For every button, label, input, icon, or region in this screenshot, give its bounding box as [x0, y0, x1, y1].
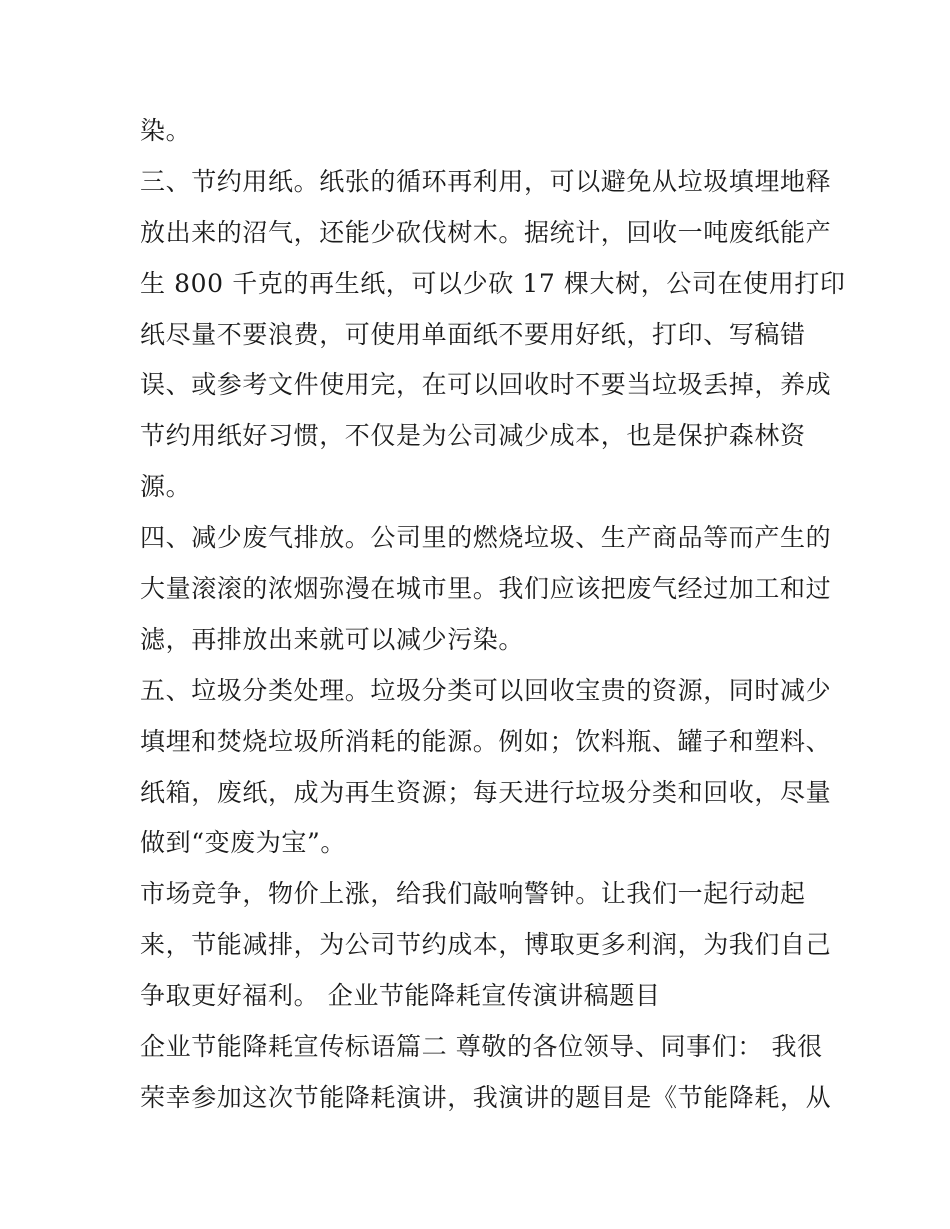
- text-line: 节约用纸好习惯，不仅是为公司减少成本，也是保护森林资: [140, 421, 806, 451]
- body-text: [140, 106, 846, 1124]
- text-line: 滤，再排放出来就可以减少污染。: [140, 624, 525, 654]
- text-line: 大量滚滚的浓烟弥漫在城市里。我们应该把废气经过加工和过: [140, 574, 832, 604]
- text-line: 争取更好福利。 企业节能降耗宣传演讲稿题目: [140, 981, 661, 1011]
- text-line: 纸尽量不要浪费，可使用单面纸不要用好纸，打印、写稿错: [140, 319, 806, 349]
- text-line: 四、减少废气排放。公司里的燃烧垃圾、生产商品等而产生的: [140, 523, 832, 553]
- text-line: 三、节约用纸。纸张的循环再利用，可以避免从垃圾填埋地释: [140, 166, 832, 196]
- text-line: 五、垃圾分类处理。垃圾分类可以回收宝贵的资源，同时减少: [140, 675, 832, 705]
- text-line: 生 800 千克的再生纸，可以少砍 17 棵大树，公司在使用打印: [140, 268, 846, 298]
- text-line: 企业节能降耗宣传标语篇二 尊敬的各位领导、同事们： 我很: [140, 1032, 823, 1062]
- text-line: 源。: [140, 472, 192, 502]
- text-line: 荣幸参加这次节能降耗演讲，我演讲的题目是《节能降耗，从: [140, 1082, 832, 1112]
- text-line: 染。: [140, 116, 192, 145]
- text-line: 误、或参考文件使用完，在可以回收时不要当垃圾丢掉，养成: [140, 370, 832, 400]
- text-line: 来，节能减排，为公司节约成本，博取更多利润，为我们自己: [140, 930, 832, 960]
- text-line: 纸箱，废纸，成为再生资源；每天进行垃圾分类和回收，尽量: [140, 777, 832, 807]
- text-line: 放出来的沼气，还能少砍伐树木。据统计，回收一吨废纸能产: [140, 217, 832, 247]
- text-line: 做到“变废为宝”。: [140, 828, 346, 858]
- text-line: 市场竞争，物价上涨，给我们敲响警钟。让我们一起行动起: [140, 879, 806, 909]
- text-line: 填埋和焚烧垃圾所消耗的能源。例如；饮料瓶、罐子和塑料、: [140, 726, 832, 756]
